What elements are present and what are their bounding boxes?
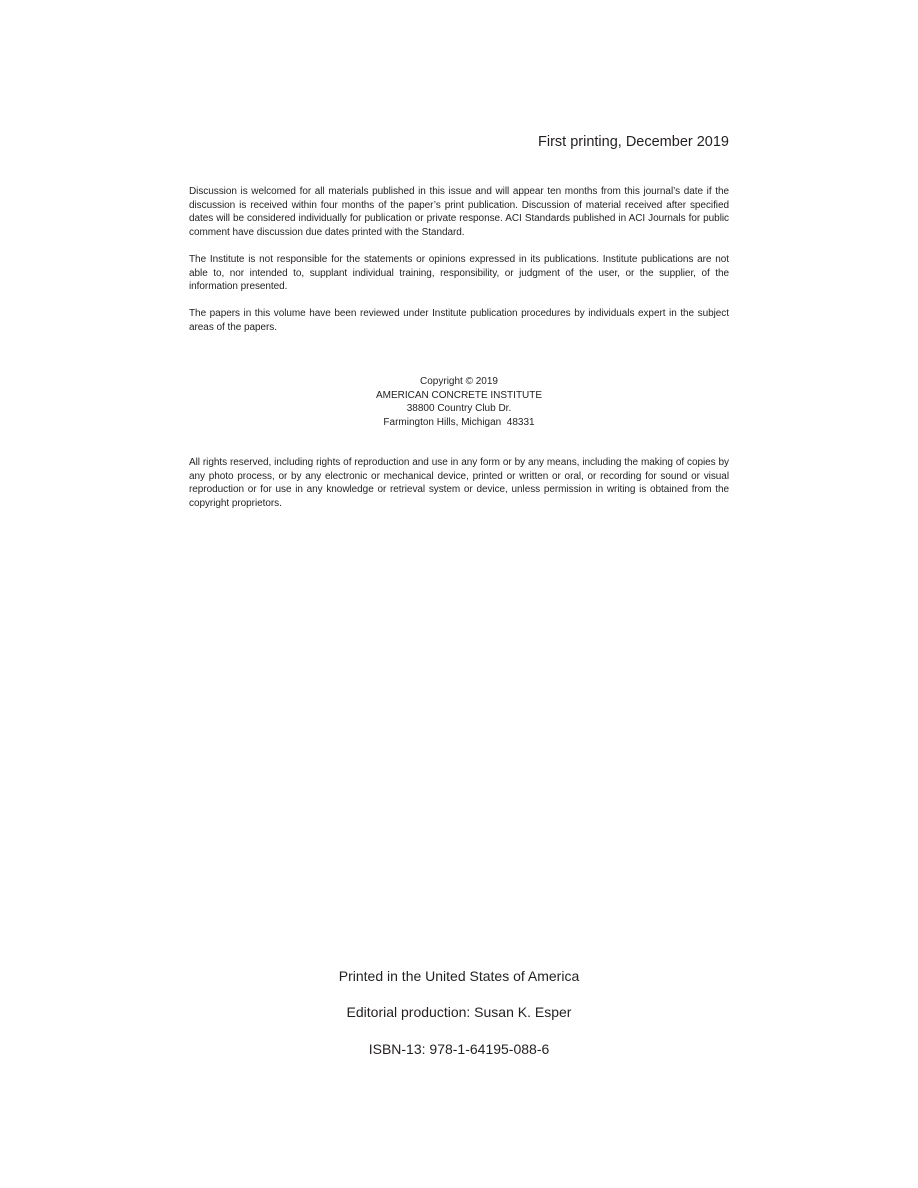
isbn: ISBN-13: 978-1-64195-088-6	[368, 1041, 550, 1057]
publisher-name: AMERICAN CONCRETE INSTITUTE	[375, 389, 543, 401]
printed-in-note: Printed in the United States of America	[338, 968, 580, 984]
rights-paragraph: All rights reserved, including rights of reproduction and use in any form or by any means, including the making of copies by any photo process, or by any electronic or mechanical device, printed or written or oral, or recording for sound or visual reproduction or for use in any knowledge or retrieval system or device, unless permission in writing is obtained from the copyright proprietors.	[189, 457, 729, 509]
review-paragraph: The papers in this volume have been reviewed under Institute publication procedures by individuals expert in the subject areas of the papers.	[189, 308, 729, 333]
copyright-block	[189, 375, 729, 429]
copyright-line: Copyright © 2019	[420, 376, 498, 387]
first-printing-note: First printing, December 2019	[538, 134, 729, 150]
publisher-street: 38800 Country Club Dr.	[406, 403, 512, 414]
responsibility-paragraph: The Institute is not responsible for the statements or opinions expressed in its publications. Institute publications are not able to, nor intended to, supplant individual training, responsibility, or judgment of the user, or the supplier, of the information presented.	[189, 254, 729, 292]
editorial-credit: Editorial production: Susan K. Esper	[346, 1004, 572, 1020]
publisher-city: Farmington Hills, Michigan 48331	[383, 416, 535, 428]
discussion-paragraph: Discussion is welcomed for all materials published in this issue and will appear ten months from this journal’s date if the discussion is received within four months of the paper’s print publication. Discussion of material received after specified dates will be considered individually for publication or private response. ACI Standards published in ACI Journals for public comment have discussion due dates printed with the Standard.	[189, 186, 729, 238]
